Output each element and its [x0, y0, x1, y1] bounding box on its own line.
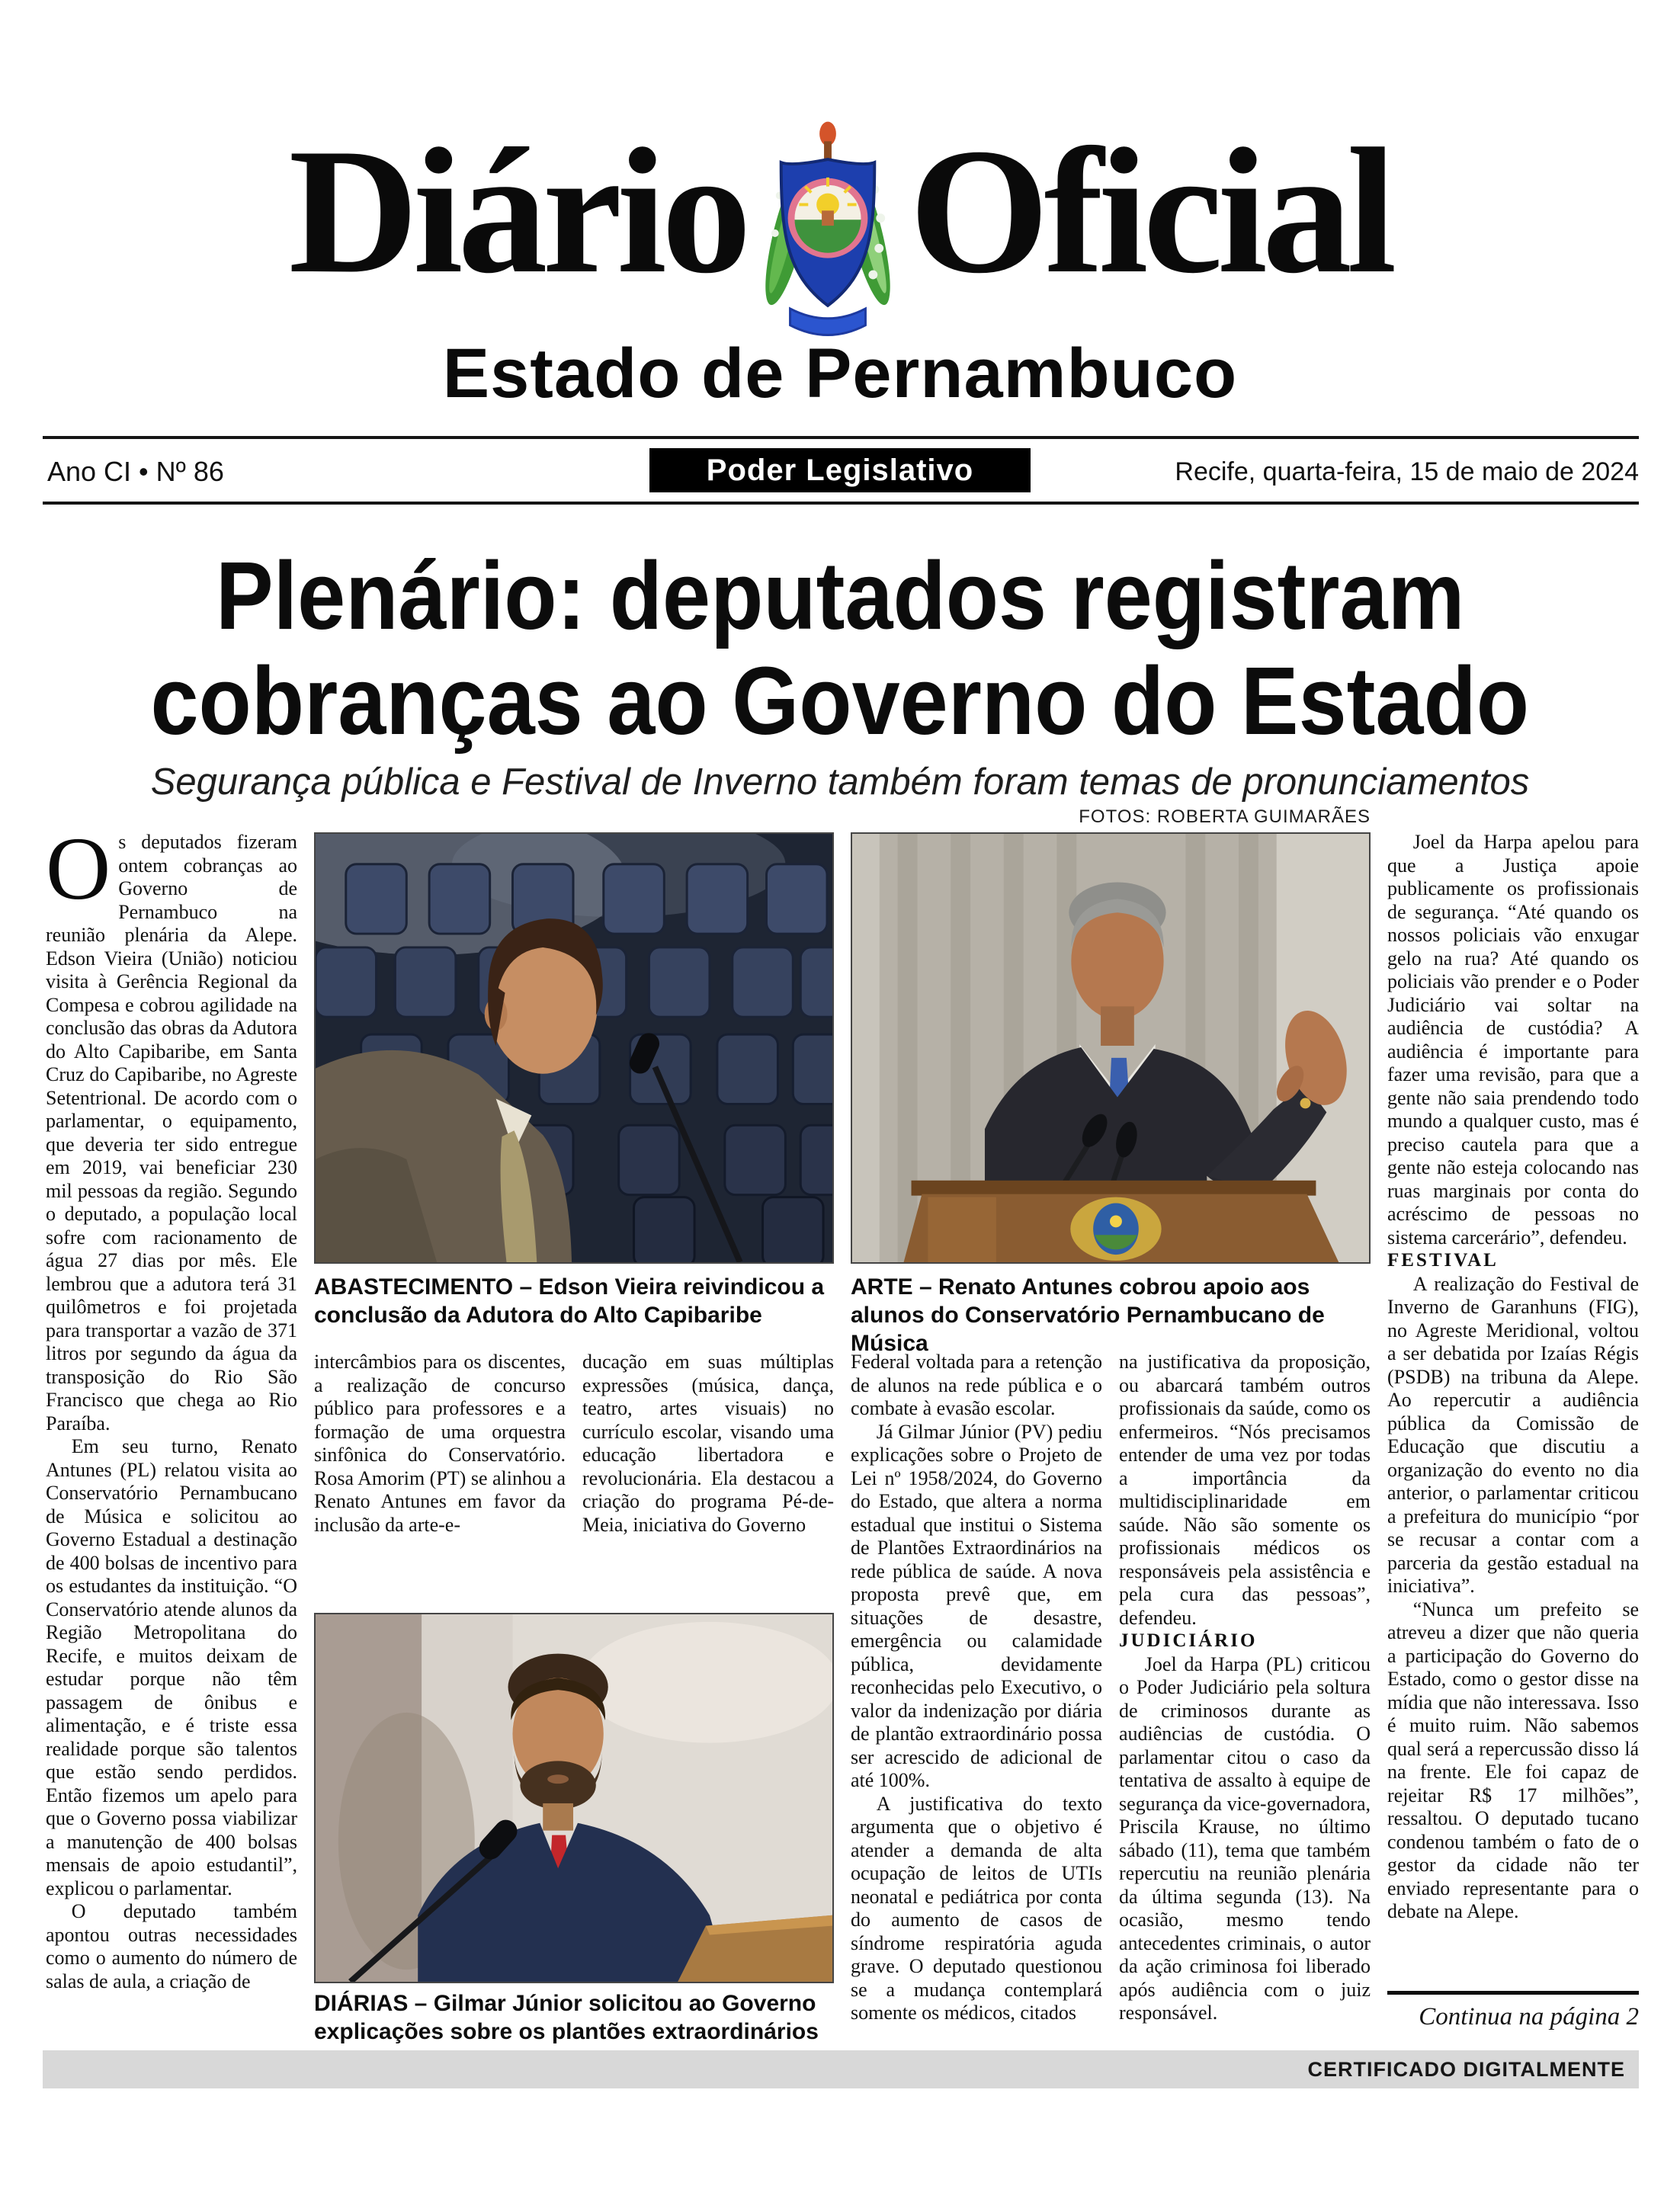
col2-paragraph-1: intercâmbios para os discentes, a realização de concurso público para professores e a formação de uma orquestra sinfônica do Conservatório. Rosa Amorim (PT) se alinhou a Renato Antunes em favor da inclusão da arte-e-: [314, 1351, 566, 1536]
photo-edson-vieira: [314, 832, 834, 1264]
caption-abastecimento: ABASTECIMENTO – Edson Vieira reivindicou a conclusão da Adutora do Alto Capibaribe: [314, 1274, 825, 1328]
dateline-date: Recife, quarta-feira, 15 de maio de 2024: [1175, 457, 1639, 486]
headline-line1: Plenário: deputados registram: [215, 542, 1465, 649]
photo-credit: FOTOS: ROBERTA GUIMARÃES: [1079, 806, 1371, 827]
pernambuco-coat-of-arms-icon: [760, 119, 896, 348]
article-column-4: [851, 1351, 1102, 2040]
article-column-2: [314, 1351, 566, 1610]
continua-note: Continua na página 2: [1419, 2003, 1639, 2031]
col6-paragraph-2: A realização do Festival de Inverno de Garanhuns (FIG), no Agreste Meridional, voltou a ser debatida por Izaías Régis (PSDB) na tribuna da Alepe. Ao repercutir a audiência pública da Comissão de Educação que discutiu a organização do evento no dia anterior, o parlamentar criticou a prefeitura do município “por se recusar a contar com a parceria da gestão estadual na iniciativa”.: [1387, 1272, 1639, 1597]
col6-paragraph-3: “Nunca um prefeito se atreveu a dizer que não queria a participação do Governo do Estado, como o gestor disse na mídia que não interessava. Isso é muito ruim. Não sabemos qual será a repercussão disso lá na frente. Ele foi capaz de rejeitar R$ 17 milhões”, ressaltou. O deputado tucano condenou também o fato de o gestor da cidade não ter enviado representante para o debate na Alepe.: [1387, 1598, 1639, 1922]
continuation-rule: [1387, 1991, 1639, 1995]
col5-paragraph-2: Joel da Harpa (PL) criticou o Poder Judiciário pela soltura de criminosos durante as audiências de custódia. O parlamentar citou o caso da tentativa de assalto à equipe de segurança da vice-governadora, Priscila Krause, no último sábado (11), tema que também repercutiu na reunião plenária da última segunda (13). Na ocasião, mesmo tendo antecedentes criminais, o autor da ação criminosa foi liberado após audiência com o juiz responsável.: [1119, 1652, 1371, 2024]
section-heading-judiciario: JUDICIÁRIO: [1119, 1630, 1258, 1651]
col5-paragraph-1: na justificativa da proposição, ou abarcará também outros profissionais da saúde, como os enfermeiros. “Nós precisamos entender de uma vez por todas a importância da multidisciplinaridade em saúde. Não são somente os profissionais médicos os responsáveis pela assistência e pela cura das pessoas”, defendeu.: [1119, 1351, 1371, 1629]
col1-paragraph-2: Em seu turno, Renato Antunes (PL) relatou visita ao Conservatório Pernambucano de Música e solicitou ao Governo Estadual a destinação de 400 bolsas de incentivo para os estudantes da instituição. “O Conservatório atende alunos da Região Metropolitana do Recife, e muitos deixam de estudar porque não têm passagem de ônibus e alimentação, e é triste essa realidade porque são talentos que estão sendo perdidos. Então fizemos um apelo para que o Governo possa viabilizar a manutenção de 400 bolsas mensais de apoio estudantil”, explicou o parlamentar.: [46, 1435, 297, 1899]
article-column-3: [582, 1351, 834, 1610]
section-heading-festival: FESTIVAL: [1387, 1250, 1499, 1271]
top-rule: [43, 436, 1639, 439]
subheadline: Segurança pública e Festival de Inverno também foram temas de pronunciamentos: [150, 761, 1530, 803]
col6-paragraph-1: Joel da Harpa apelou para que a Justiça apoie publicamente os profissionais de segurança. “Até quando os nossos policiais vão enxugar gelo na rua? Até quando os policiais vão prender e o Poder Judiciário vai soltar na audiência de custódia? A audiência é importante para fazer uma revisão, para que a gente não saia prendendo todo mundo a qualquer custo, mas é preciso cautela para que a gente não esteja colocando nas ruas marginais por conta do acréscimo de pessoas no sistema carcerário”, defendeu.: [1387, 831, 1639, 1248]
headline-line2: cobranças ao Governo do Estado: [150, 647, 1530, 755]
dateline-bottom-rule: [43, 502, 1639, 505]
article-column-1: [46, 831, 297, 2034]
masthead-title-right: Oficial: [909, 112, 1392, 311]
footer-bar: [43, 2050, 1639, 2088]
masthead-title-left: Diário: [288, 112, 746, 311]
photo-gilmar-junior: [314, 1613, 834, 1983]
col4-paragraph-2: Já Gilmar Júnior (PV) pediu explicações sobre o Projeto de Lei nº 1958/2024, do Governo do Estado, que altera a norma estadual que institui o Sistema de Plantões Extraordinários na rede pública de saúde. A nova proposta prevê que, em situações de desastre, emergência ou calamidade pública, devidamente reconhecidas pelo Executivo, o valor da indenização por diária de plantão extraordinário possa ser acrescido de adicional de até 100%.: [851, 1420, 1102, 1791]
photo-renato-antunes: [851, 832, 1371, 1264]
masthead: [0, 98, 1680, 326]
caption-diarias: DIÁRIAS – Gilmar Júnior solicitou ao Governo explicações sobre os plantões extraordinários: [314, 1991, 819, 2044]
article-column-5: [1119, 1351, 1371, 2040]
certificate-label: CERTIFICADO DIGITALMENTE: [1307, 2057, 1625, 2081]
col3-paragraph-1: ducação em suas múltiplas expressões (música, dança, teatro, artes visuais) no currículo escolar, visando uma educação libertadora e revolucionária. Ela destacou a criação do programa Pé-de-Meia, iniciativa do Governo: [582, 1351, 834, 1536]
dateline-edition: Ano CI • Nº 86: [47, 456, 224, 487]
col1-paragraph-3: O deputado também apontou outras necessidades como o aumento do número de salas de aula, a criação de: [46, 1900, 297, 1992]
article-column-6: [1387, 831, 1639, 1986]
section-badge: Poder Legislativo: [649, 448, 1031, 492]
col4-paragraph-3: A justificativa do texto argumenta que o objetivo é atender a demanda de alta ocupação de leitos de UTIs neonatal e pediátrica por conta do aumento de casos de síndrome respiratória aguda grave. O deputado questionou se a mudança contemplará somente os médicos, citados: [851, 1792, 1102, 2024]
col1-paragraph-1: s deputados fizeram ontem cobranças ao Governo de Pernambuco na reunião plenária da Alepe. Edson Vieira (União) noticiou visita à Gerência Regional da Compesa e cobrou agilidade na conclusão das obras da Adutora do Alto Capibaribe, em Santa Cruz do Capibaribe, no Agreste Setentrional. De acordo com o parlamentar, o equipamento, que deveria ter sido entregue em 2019, vai beneficiar 230 mil pessoas da região. Segundo o deputado, a população local sofre com racionamento de água 27 dias por mês. Ele lembrou que a adutora terá 31 quilômetros e foi projetada para transportar a vazão de 371 litros por segundo da água da transposição do Rio São Francisco que chega ao Rio Paraíba.: [46, 831, 297, 1434]
drop-cap: O: [46, 831, 111, 918]
masthead-subtitle: Estado de Pernambuco: [442, 335, 1238, 412]
caption-arte: ARTE – Renato Antunes cobrou apoio aos alunos do Conservatório Pernambucano de Música: [851, 1274, 1325, 1356]
col4-paragraph-1: Federal voltada para a retenção de alunos na rede pública e o combate à evasão escolar.: [851, 1351, 1102, 1419]
